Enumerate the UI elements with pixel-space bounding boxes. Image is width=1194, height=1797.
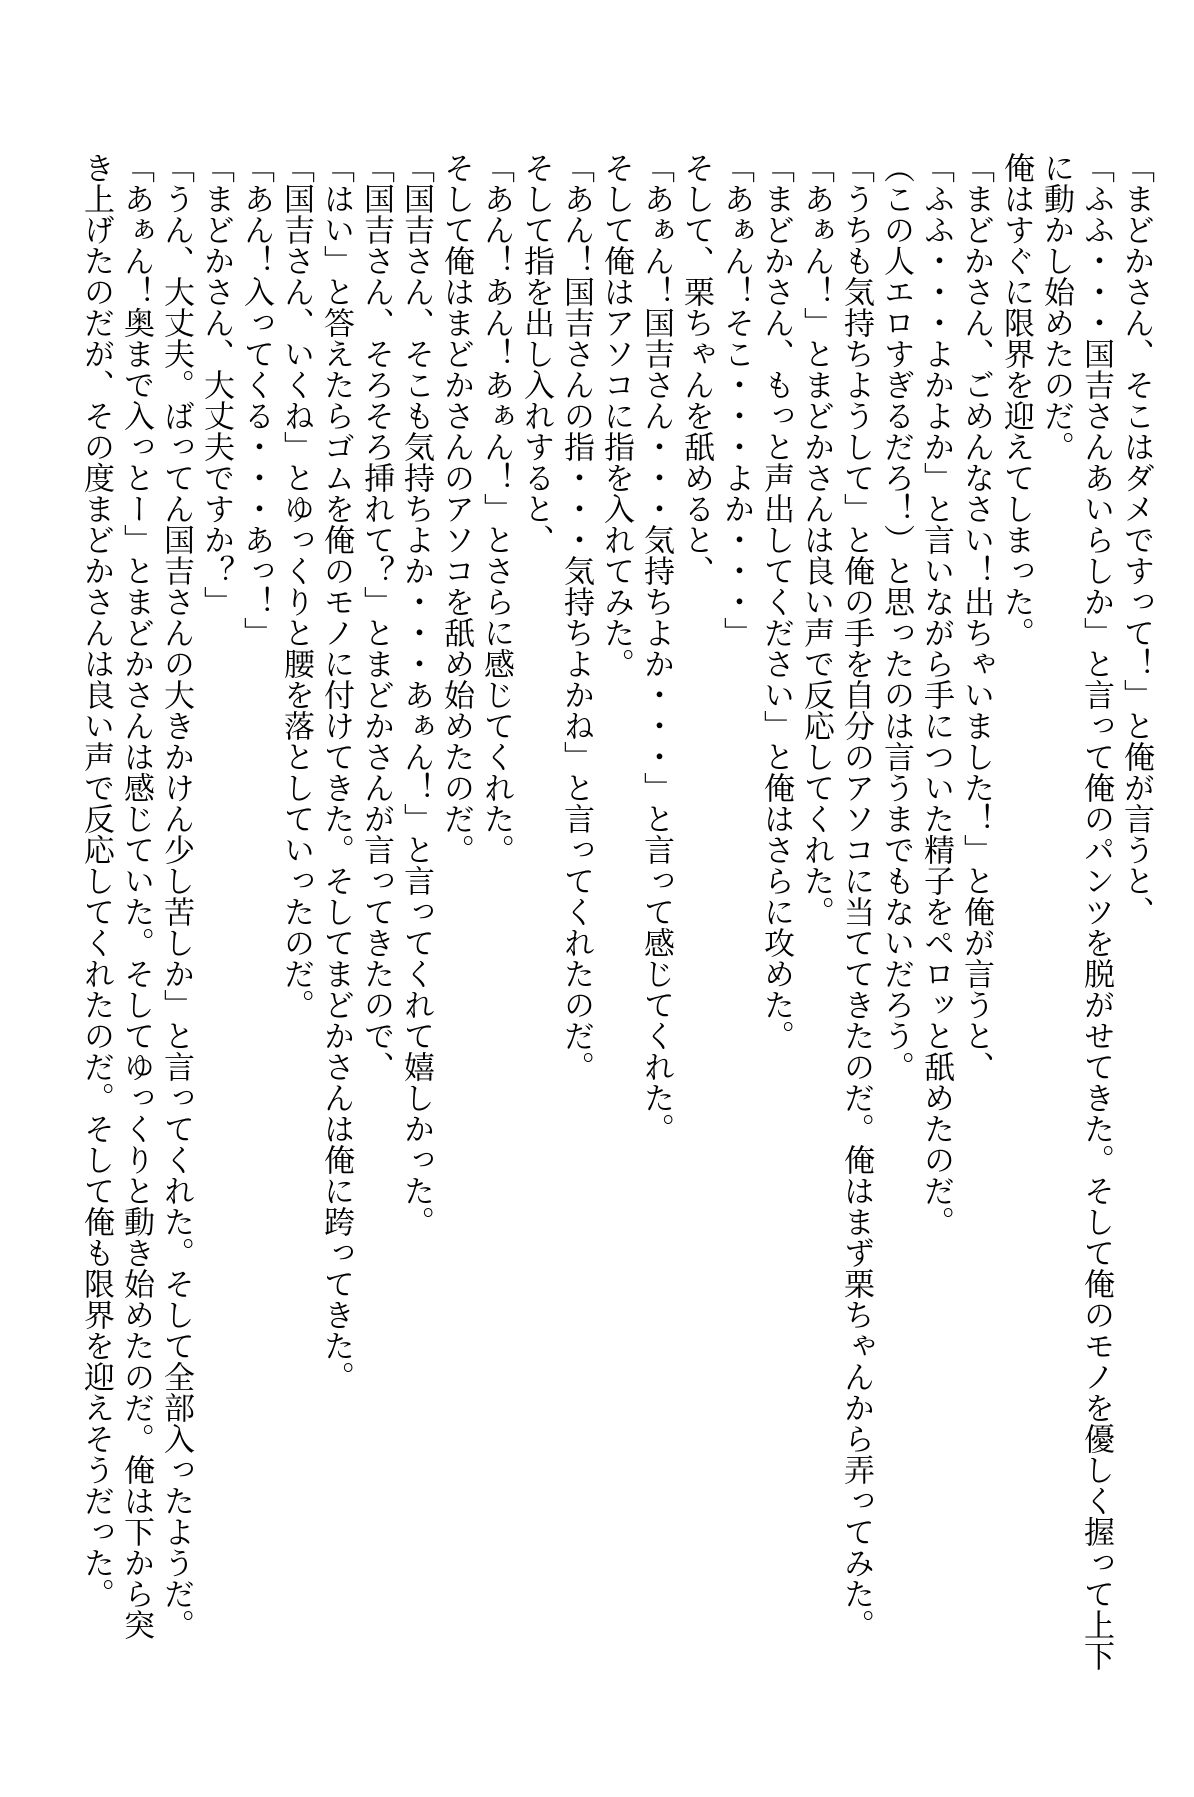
text-column: （この人エロすぎるだろ！）と思ったのは言うまでもないだろう。 — [878, 152, 914, 1082]
text-column: 「あぁん！」とまどかさんは良い声で反応してくれた。 — [798, 152, 834, 927]
text-column: そして指を出し入れすると、 — [518, 152, 554, 555]
text-column: そして、栗ちゃんを舐めると、 — [678, 152, 714, 586]
text-column: 「国吉さん、そこも気持ちよか・・・あぁん！」と言ってくれて嬉しかった。 — [398, 152, 434, 1237]
text-column: 「まどかさん、もっと声出してください」と俺はさらに攻めた。 — [758, 152, 794, 1051]
text-column: 俺はすぐに限界を迎えてしまった。 — [998, 152, 1034, 648]
text-column: 「まどかさん、ごめんなさい！出ちゃいました！」と俺が言うと、 — [958, 152, 994, 1082]
text-column: 「まどかさん、そこはダメですって！」と俺が言うと、 — [1118, 152, 1154, 927]
text-column: き上げたのだが、その度まどかさんは良い声で反応してくれたのだ。そして俺も限界を迎えそうだった。 — [78, 152, 114, 1609]
text-column: 「あん！国吉さんの指・・・気持ちよかね」と言ってくれたのだ。 — [558, 152, 594, 1082]
text-column: 「あぁん！そこ・・・よか・・・」 — [718, 152, 754, 648]
text-column: 「うちも気持ちようして」と俺の手を自分のアソコに当ててきたのだ。俺はまず栗ちゃんから弄ってみた。 — [838, 152, 874, 1640]
text-column: 「ふふ・・・よかよか」と言いながら手についた精子をペロッと舐めたのだ。 — [918, 152, 954, 1237]
vertical-text-body — [76, 152, 1156, 1672]
text-column: に動かし始めたのだ。 — [1038, 152, 1074, 462]
text-column: 「はい」と答えたらゴムを俺のモノに付けてきた。そしてまどかさんは俺に跨ってきた。 — [318, 152, 354, 1392]
text-column: 「あぁん！国吉さん・・・気持ちよか・・・」と言って感じてくれた。 — [638, 152, 674, 1144]
text-column: 「あん！あん！あぁん！」とさらに感じてくれた。 — [478, 152, 514, 865]
text-column: 「あん！入ってくる・・・あっ！」 — [238, 152, 274, 648]
text-column: そして俺はアソコに指を入れてみた。 — [598, 152, 634, 679]
text-column: 「国吉さん、そろそろ挿れて？」とまどかさんが言ってきたので、 — [358, 152, 394, 1082]
text-column: 「国吉さん、いくね」とゆっくりと腰を落としていったのだ。 — [278, 152, 314, 1020]
text-column: 「まどかさん、大丈夫ですか？」 — [198, 152, 234, 617]
text-column: 「うん、大丈夫。ばってん国吉さんの大きかけん少し苦しか」と言ってくれた。そして全部入ったようだ。 — [158, 152, 194, 1640]
text-column: 「ふふ・・・国吉さんあいらしか」と言って俺のパンツを脱がせてきた。そして俺のモノを優しく握って上下 — [1078, 152, 1114, 1671]
text-column: 「あぁん！奥まで入っとー」とまどかさんは感じていた。そしてゆっくりと動き始めたのだ。俺は下から突 — [118, 152, 154, 1640]
text-column: そして俺はまどかさんのアソコを舐め始めたのだ。 — [438, 152, 474, 865]
